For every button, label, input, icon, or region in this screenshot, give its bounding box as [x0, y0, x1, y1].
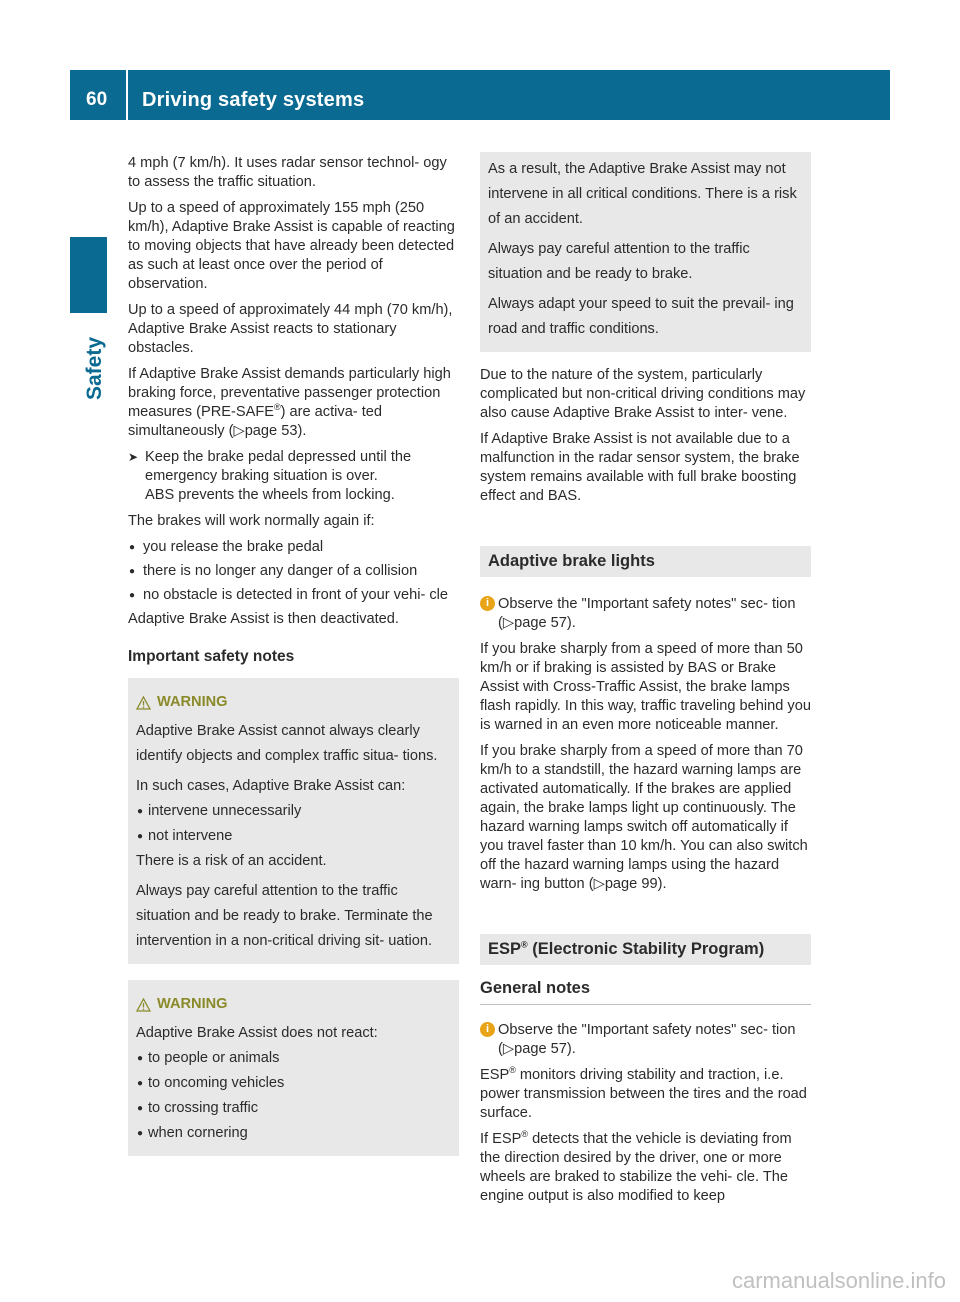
sub-heading: General notes — [480, 979, 811, 1005]
info-icon: i — [480, 1022, 495, 1037]
list-item: ● there is no longer any danger of a collision — [129, 563, 418, 579]
paragraph: If Adaptive Brake Assist is not available due to a malfunction in the radar sensor system, the brake system remains available with full brake boosting effect and BAS. — [480, 431, 800, 504]
warning-triangle-icon — [136, 696, 151, 710]
paragraph: ESP® monitors driving stability and traction, i.e. power transmission between the tires and the road surface. — [480, 1065, 807, 1121]
list-item: ● not intervene — [136, 824, 451, 849]
list-item: ● to oncoming vehicles — [136, 1071, 451, 1096]
action-text: Keep the brake pedal depressed until the emergency braking situation is over. — [145, 449, 412, 484]
bullet-icon: ● — [129, 590, 136, 601]
page-ref-arrow-icon: ▷ — [502, 1041, 515, 1057]
page-ref-arrow-icon: ▷ — [233, 423, 245, 439]
warning-text: Always pay careful attention to the traffic situation and be ready to brake. — [488, 241, 750, 282]
info-icon: i — [480, 596, 495, 611]
list-item: ● to people or animals — [136, 1046, 451, 1071]
paragraph: Adaptive Brake Assist is then deactivated. — [128, 611, 399, 627]
info-note: i Observe the "Important safety notes" sec- tion (▷page 57). — [480, 1021, 811, 1059]
warning-text: Always pay careful attention to the traffic situation and be ready to brake. Terminate the intervention in a non-critical driving sit- uation. — [136, 883, 433, 949]
paragraph: If ESP® detects that the vehicle is deviating from the direction desired by the driver, one or more wheels are braked to stabilize the vehi- cle. The engine output is also modified to keep — [480, 1129, 792, 1204]
action-arrow-icon: ➤ — [128, 450, 139, 464]
page-ref-link[interactable]: page 57 — [514, 615, 567, 631]
list-item: ● no obstacle is detected in front of your vehi- cle — [129, 587, 449, 603]
warning-text: As a result, the Adaptive Brake Assist may not intervene in all critical conditions. There is a risk of an accident. — [488, 161, 797, 227]
warning-triangle-icon — [136, 998, 151, 1012]
action-result: ABS prevents the wheels from locking. — [145, 487, 395, 503]
warning-text: Adaptive Brake Assist cannot always clearly identify objects and complex traffic situa- tions. — [136, 723, 438, 764]
paragraph: If you brake sharply from a speed of more than 70 km/h to a standstill, the hazard warning lamps are activated automatically. If the brakes are applied again, the brake lamps light up continuously. The hazard warning lamps switch off automatically if you travel faster than 10 km/h. You can also switch off the hazard warning lamps using the hazard warn- ing button (▷page 99). — [480, 743, 808, 892]
page-ref-arrow-icon: ▷ — [593, 876, 605, 892]
page-number: 60 — [86, 89, 108, 110]
bullet-icon: ● — [137, 1128, 144, 1139]
warning-title: WARNING — [136, 690, 451, 715]
paragraph: Up to a speed of approximately 155 mph (250 km/h), Adaptive Brake Assist is capable of reacting to moving objects that have already been detected as such at least once over the period of observation. — [128, 200, 455, 292]
list-item: ● intervene unnecessarily — [136, 799, 451, 824]
warning-text: Always adapt your speed to suit the prevail- ing road and traffic conditions. — [488, 296, 794, 337]
bullet-icon: ● — [129, 566, 136, 577]
section-heading: Important safety notes — [128, 648, 295, 665]
list-item: ● when cornering — [136, 1121, 451, 1146]
info-note: i Observe the "Important safety notes" sec- tion (▷page 57). — [480, 595, 811, 633]
right-column — [480, 152, 811, 1213]
section-tab-label: Safety — [83, 336, 106, 400]
bullet-icon: ● — [137, 1078, 144, 1089]
section-heading: ESP® (Electronic Stability Program) — [480, 934, 811, 965]
paragraph: The brakes will work normally again if: — [128, 513, 375, 529]
paragraph: 4 mph (7 km/h). It uses radar sensor technol- ogy to assess the traffic situation. — [128, 155, 447, 190]
paragraph: If you brake sharply from a speed of more than 50 km/h or if braking is assisted by BAS or Brake Assist with Cross-Traffic Assist, the brake lamps flash rapidly. In this way, traffic traveling behind you is warned in an even more noticeable manner. — [480, 641, 811, 733]
warning-title: WARNING — [136, 992, 451, 1017]
list-item: ● to crossing traffic — [136, 1096, 451, 1121]
warning-box — [128, 980, 459, 1156]
warning-text: There is a risk of an accident. — [136, 853, 327, 869]
list-item: ● you release the brake pedal — [129, 539, 324, 555]
bullet-icon: ● — [129, 542, 136, 553]
page-ref-link[interactable]: page 53 — [244, 423, 298, 439]
bullet-icon: ● — [137, 1053, 144, 1064]
section-heading: Adaptive brake lights — [480, 546, 811, 577]
header-divider — [126, 70, 128, 120]
warning-text: In such cases, Adaptive Brake Assist can: — [136, 778, 406, 794]
page-ref-link[interactable]: page 57 — [514, 1041, 567, 1057]
warning-continuation-box — [480, 152, 811, 352]
page-ref-link[interactable]: page 99 — [604, 876, 658, 892]
bullet-icon: ● — [137, 1103, 144, 1114]
bullet-icon: ● — [137, 806, 144, 817]
bullet-icon: ● — [137, 831, 144, 842]
left-column — [128, 154, 459, 1156]
warning-text: Adaptive Brake Assist does not react: — [136, 1025, 378, 1041]
page-ref-arrow-icon: ▷ — [502, 615, 515, 631]
action-step — [128, 448, 459, 505]
chapter-title: Driving safety systems — [142, 89, 365, 111]
warning-box — [128, 678, 459, 964]
watermark: carmanualsonline.info — [731, 1268, 946, 1293]
paragraph: Up to a speed of approximately 44 mph (70 km/h), Adaptive Brake Assist reacts to stationary obstacles. — [128, 302, 453, 356]
paragraph: Due to the nature of the system, particularly complicated but non-critical driving conditions may also cause Adaptive Brake Assist to inter- vene. — [480, 367, 806, 421]
page-header — [70, 70, 890, 120]
paragraph: If Adaptive Brake Assist demands particularly high braking force, preventative passenger protection measures (PRE-SAFE®) are activa- ted simultaneously (▷page 53). — [128, 366, 451, 439]
